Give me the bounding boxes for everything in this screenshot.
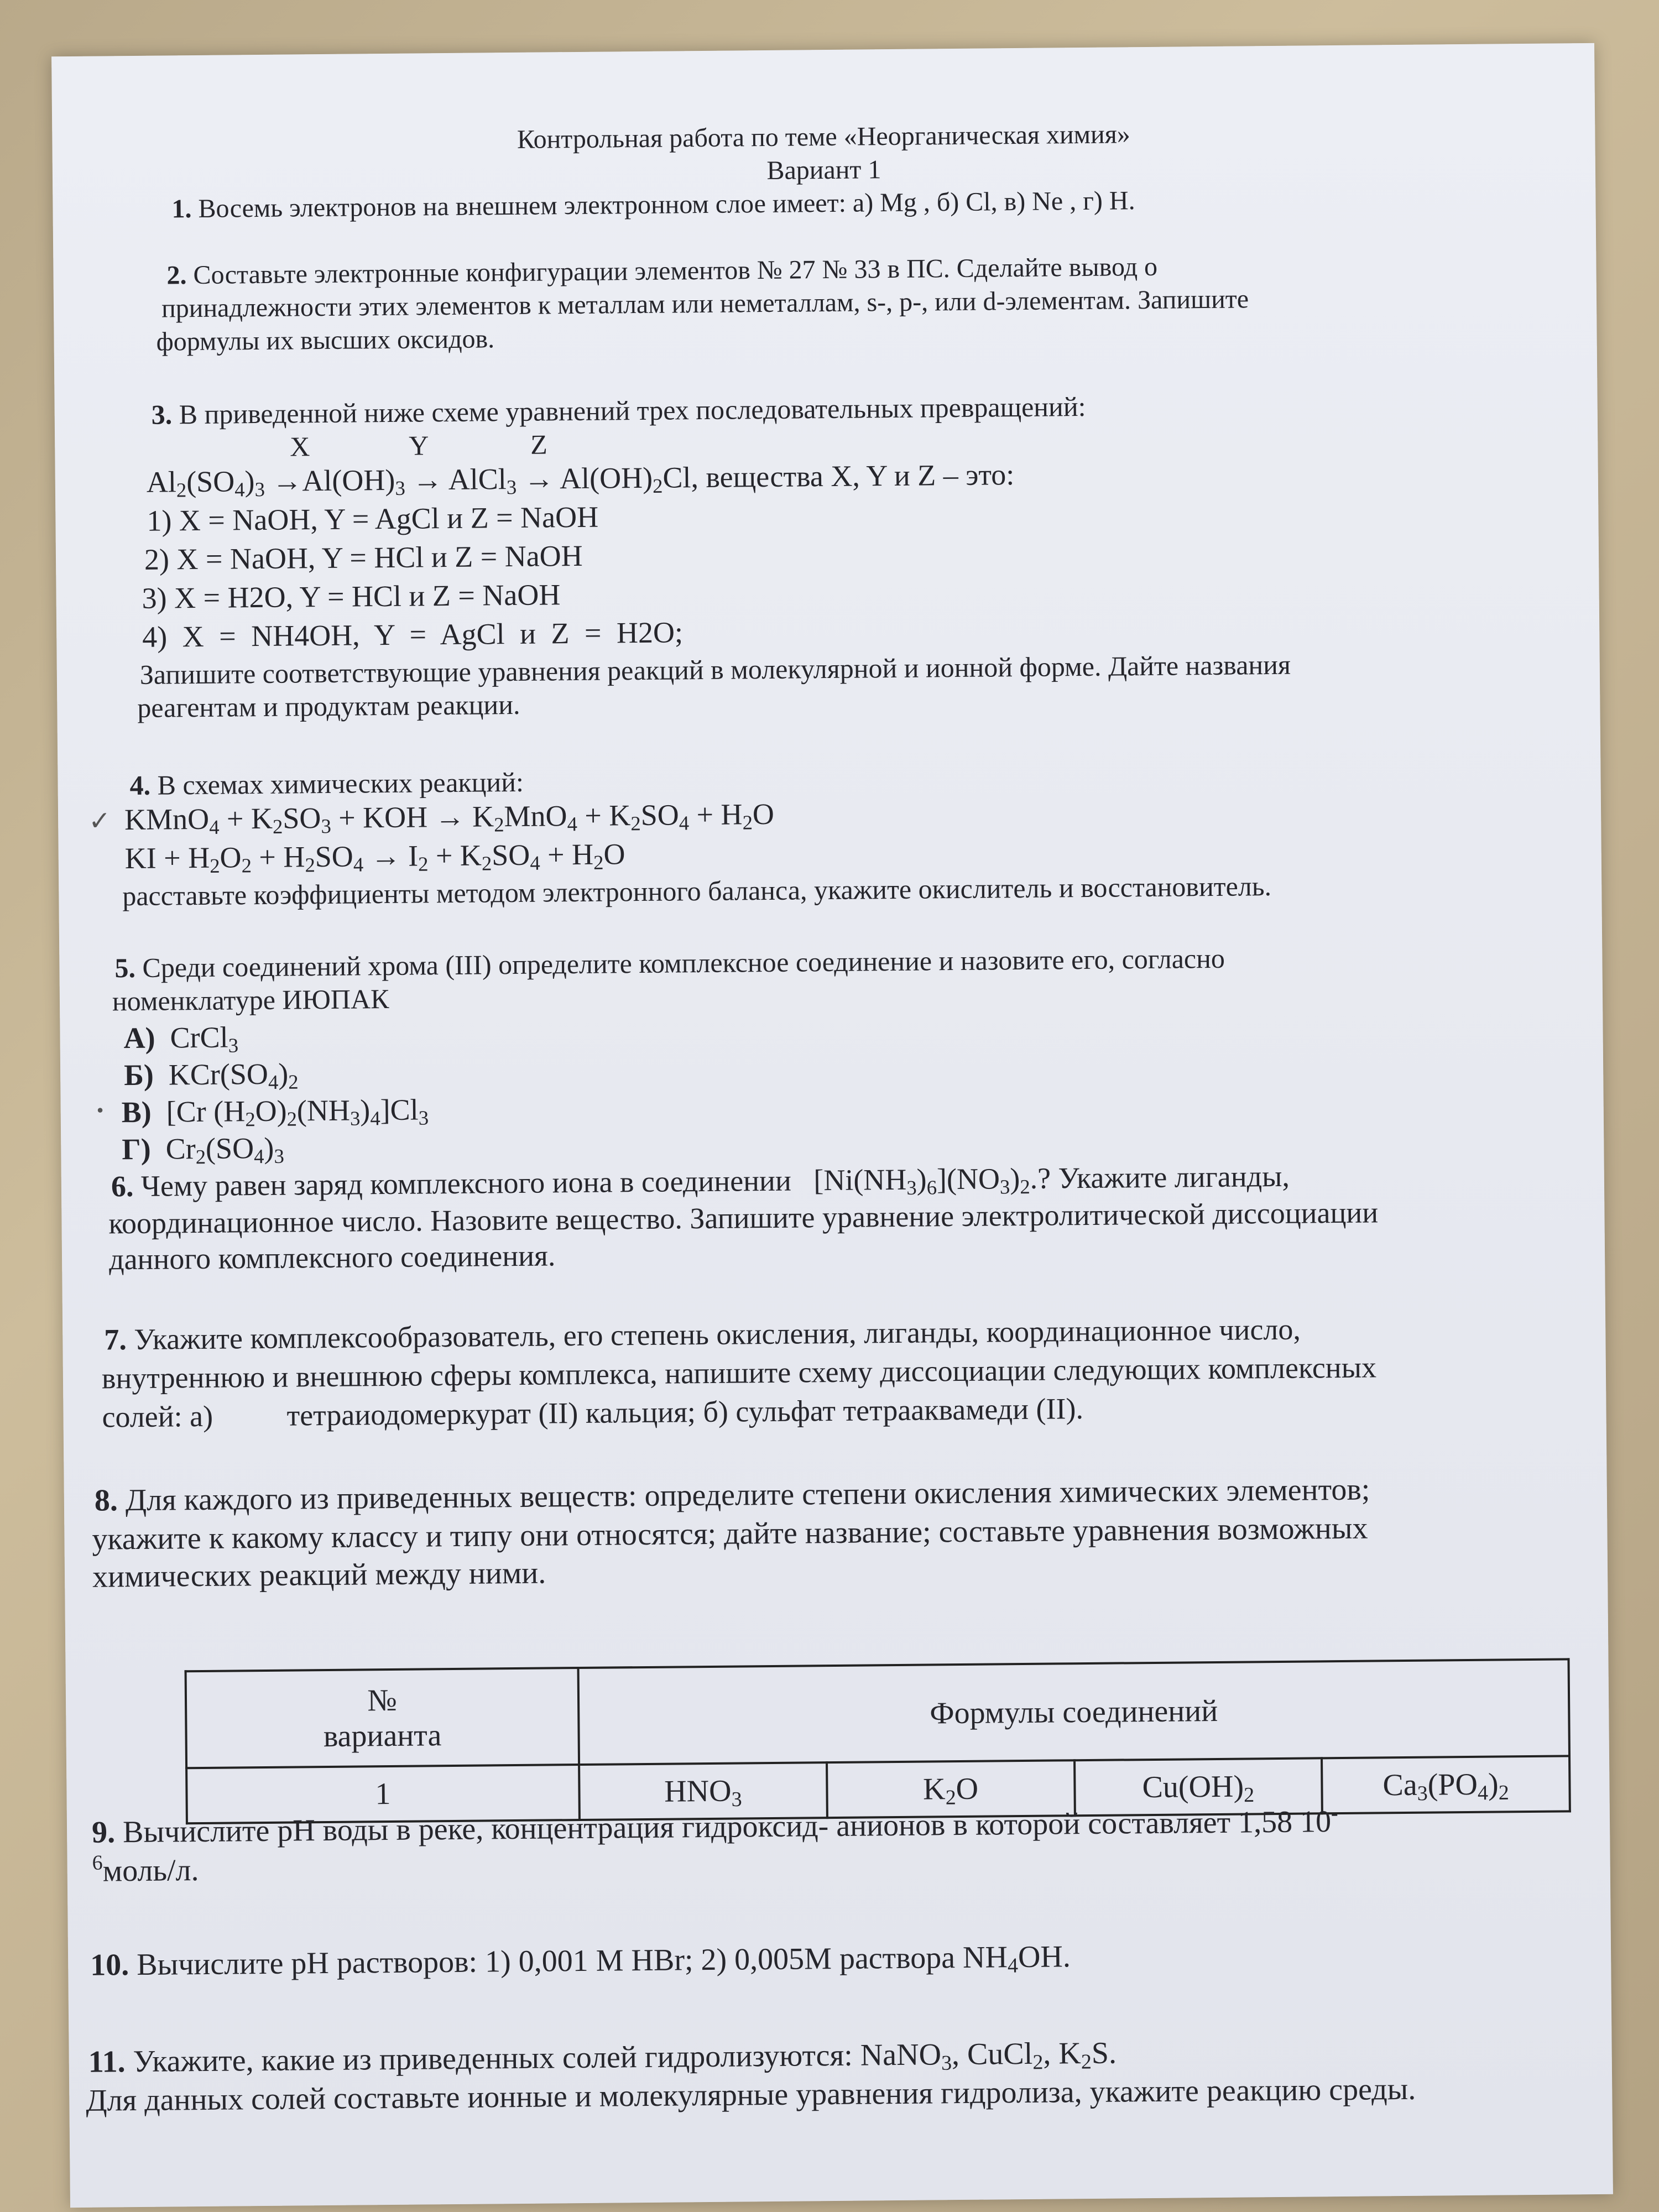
page-title: Контрольная работа по теме «Неорганическая химия»	[517, 119, 1131, 154]
question-2-line-1: 2. Составьте электронные конфигурации элементов № 27 № 33 в ПС. Сделайте вывод о	[166, 252, 1158, 290]
formula-cell: $HNO_3$	[579, 1762, 827, 1820]
question-1: 1. Восемь электронов на внешнем электронном слое имеет: а) Mg , б) Cl, в) Ne , г) H.	[171, 186, 1135, 224]
question-7-line-2: внутреннюю и внешнюю сферы комплекса, напишите схему диссоциации следующих комплексных	[101, 1350, 1377, 1395]
option-4: 4) X = NH4OH, Y = AgCl и Z = H2O;	[142, 615, 684, 654]
option-a: А) CrCl$_3$	[123, 1020, 239, 1057]
question-2-line-3: формулы их высших оксидов.	[156, 324, 495, 357]
formula-cell: $Cu(OH)_2$	[1074, 1758, 1323, 1815]
question-7-line-3: солей: а) тетраиодомеркурат (II) кальция; б) сульфат тетрааквамеди (II).	[102, 1392, 1084, 1434]
variant-label: Вариант 1	[766, 155, 881, 185]
table-header-row	[186, 1659, 1569, 1768]
question-6-line-3: данного комплексного соединения.	[108, 1239, 556, 1276]
option-v: В) [Cr $(H_2O)_2(NH_3)_4]Cl_3$	[121, 1093, 429, 1131]
question-2-line-2: принадлежности этих элементов к металлам или неметаллам, s-, p-, или d-элементам. Запишите	[161, 284, 1249, 324]
question-8-line-1: 8. Для каждого из приведенных веществ: определите степени окисления химических элементов;	[94, 1472, 1370, 1518]
scheme-label-z: Z	[530, 429, 548, 460]
question-11-line-1: 11. Укажите, какие из приведенных солей гидролизуются: NaNO$_3$, CuCl$_2$, $K_2S$.	[88, 2036, 1117, 2079]
question-8-line-3: химических реакций между ними.	[92, 1556, 546, 1594]
reaction-2: KI + $H_2O_2 + H_2SO_4 \to I_2 + K_2SO_4 + H_2O$	[124, 837, 625, 877]
question-6-line-1: 6. Чему равен заряд комплексного иона в соединении $[Ni(NH_3)_6](NO_3)_2$.? Укажите лиганды,	[111, 1159, 1290, 1203]
transformation-scheme: $Al_2(SO_4)_3 \to Al(OH)_3$ → AlCl$_3$ → $Al(OH)_2Cl$, вещества X, Y и Z – это:	[146, 458, 1015, 502]
header-formulas: Формулы соединений	[578, 1659, 1569, 1765]
option-g: Г) $Cr_2(SO_4)_3$	[122, 1131, 285, 1168]
question-7-line-1: 7. Укажите комплексообразователь, его степень окисления, лиганды, координационное число,	[104, 1312, 1301, 1357]
option-3: 3) X = H2O, Y = HCl и Z = NaOH	[142, 578, 561, 615]
question-9-line-1: 9. Вычислите pH воды в реке, концентрация гидроксид- анионов в которой составляет 1,58 10-	[91, 1802, 1338, 1850]
dot-mark-icon: •	[96, 1099, 104, 1121]
scheme-label-x: X	[290, 431, 310, 462]
option-b: Б) $KCr(SO_4)_2$	[123, 1057, 299, 1094]
question-5-line-1: 5. Среди соединений хрома (III) определите комплексное соединение и назовите его, согласно	[114, 942, 1225, 984]
question-3-task-2: реагентам и продуктам реакции.	[137, 688, 520, 723]
question-11-line-2: Для данных солей составьте ионные и молекулярные уравнения гидролиза, укажите реакцию среды.	[86, 2072, 1416, 2118]
option-2: 2) X = NaOH, Y = HCl и Z = NaOH	[144, 539, 583, 576]
question-8-line-2: укажите к какому классу и типу они относятся; дайте название; составьте уравнения возможных	[92, 1511, 1368, 1557]
formula-cell: $Ca_3(PO_4)_2$	[1322, 1756, 1570, 1813]
reaction-1: KMnO$_4$ + $K_2SO_3$ + KOH → $K_2MnO_4 + K_2SO_4 + H_2O$	[124, 797, 775, 838]
question-10: 10. Вычислите pH растворов: 1) 0,001 M HBr; 2) 0,005M раствора $NH_4OH$.	[90, 1939, 1071, 1983]
row-variant-number: 1	[186, 1765, 580, 1823]
question-4-intro: 4. В схемах химических реакций:	[129, 766, 524, 801]
check-mark-icon: ✓	[88, 806, 111, 836]
formula-cell: $K_2O$	[827, 1760, 1075, 1818]
question-3-intro: 3. В приведенной ниже схеме уравнений трех последовательных превращений:	[151, 390, 1086, 430]
header-variant-number: № варианта	[186, 1668, 580, 1768]
option-1: 1) X = NaOH, Y = AgCl и Z = NaOH	[147, 500, 599, 538]
question-3-task-1: Запишите соответствующие уравнения реакций в молекулярной и ионной форме. Дайте названия	[139, 649, 1291, 690]
exam-sheet	[51, 43, 1613, 2208]
question-4-task: расставьте коэффициенты методом электронного баланса, укажите окислитель и восстановитель.	[122, 870, 1272, 912]
scheme-label-y: Y	[408, 430, 429, 461]
question-6-line-2: координационное число. Назовите вещество. Запишите уравнение электролитической диссоциации	[108, 1196, 1379, 1240]
compounds-table	[185, 1658, 1571, 1824]
question-9-line-2: $^6$моль/л.	[92, 1851, 199, 1888]
question-5-line-2: номенклатуре ИЮПАК	[112, 983, 389, 1017]
